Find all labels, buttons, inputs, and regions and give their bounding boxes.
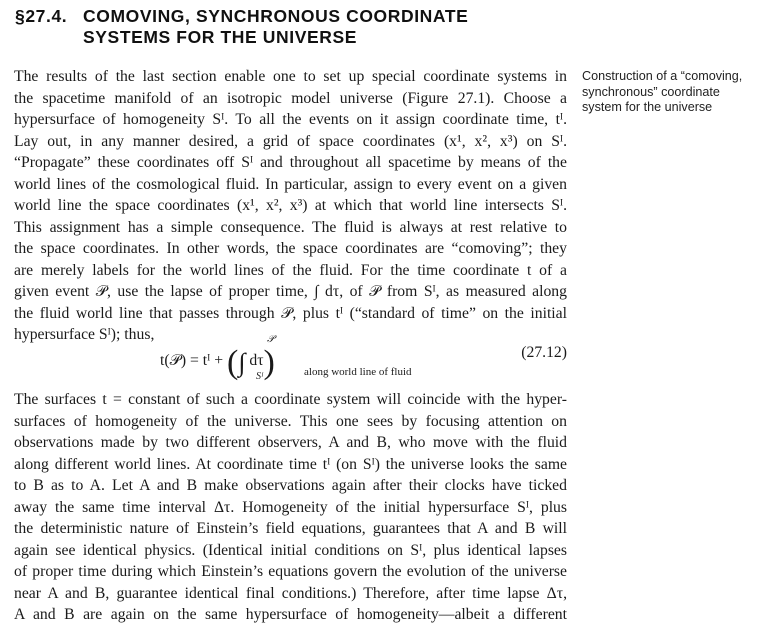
- text-line: Lay out, in any manner desired, a grid of space coordinates (x¹, x², x³) on Sᴵ.: [14, 132, 567, 150]
- text-line: The results of the last section enable one to set up special coordinate systems in: [14, 68, 567, 85]
- paragraph-2: [14, 389, 567, 626]
- text-line: away the same time interval Δτ. Homogeneity of the initial hypersurface Sᴵ, plus: [14, 498, 567, 516]
- text-line: given event 𝒫, use the lapse of proper time, ∫ dτ, of 𝒫 from Sᴵ, as measured along: [14, 283, 567, 300]
- text-line: again see identical physics. (Identical initial conditions on Sᴵ, plus identical lapses: [14, 541, 567, 559]
- text-line: the deterministic nature of Einstein’s field equations, guarantees that A and B will: [14, 520, 567, 537]
- text-line: to B as to A. Let A and B make observations again after their clocks have ticked: [14, 477, 567, 494]
- text-line: the space coordinates. In other words, the space coordinates are “comoving”; they: [14, 240, 567, 257]
- margin-note-line-1: Construction of a “comoving,: [582, 69, 743, 83]
- text-line: are merely labels for the world lines of the fluid. For the time coordinate t of a: [14, 261, 567, 279]
- text-line: the spacetime manifold of an isotropic model universe (Figure 27.1). Choose a: [14, 89, 567, 107]
- text-line: hypersurface of homogeneity Sᴵ. To all the events on it assign coordinate time, tᴵ.: [14, 111, 567, 128]
- text-line: along different world lines. At coordinate time tᴵ (on Sᴵ) the universe looks the same: [14, 455, 567, 473]
- section-number: §27.4.: [15, 6, 68, 26]
- text-line: the fluid world line that passes through 𝒫, plus tᴵ (“standard of time” on the initial: [14, 304, 567, 322]
- text-line: surfaces of homogeneity of the universe. This one sees by focusing attention on: [14, 412, 567, 430]
- text-line: world line the space coordinates (x¹, x², x³) at which that world line intersects Sᴵ.: [14, 197, 567, 214]
- text-line: world lines of the cosmological fluid. In particular, assign to every event on a given: [14, 175, 567, 193]
- equation-integrand: dτ: [249, 352, 264, 369]
- section-heading: [15, 6, 468, 48]
- paragraph-1: [14, 66, 567, 346]
- integral-sign: ∫: [238, 348, 246, 377]
- margin-note-line-2: synchronous” coordinate: [582, 84, 720, 99]
- equation-subscript: along world line of fluid: [304, 366, 412, 378]
- text-line: near A and B, guarantee identical final conditions.) Therefore, after time lapse Δτ,: [14, 584, 567, 602]
- section-heading-line-1: [15, 6, 468, 27]
- text-line: hypersurface Sᴵ); thus,: [14, 326, 155, 343]
- integral-lower-limit: Sᴵ: [256, 371, 264, 382]
- open-paren: (: [227, 344, 239, 381]
- section-title-line-1: COMOVING, SYNCHRONOUS COORDINATE: [83, 6, 469, 26]
- equation-27-12: [14, 334, 567, 382]
- text-line: observations made by two different observers, A and B, who move with the fluid: [14, 434, 567, 451]
- text-line: “Propagate” these coordinates off Sᴵ and throughout all spacetime by means of the: [14, 154, 567, 171]
- text-line: The surfaces t = constant of such a coordinate system will coincide with the hyper-: [14, 391, 567, 408]
- text-line: of proper time during which Einstein’s equations govern the evolution of the universe: [14, 563, 567, 580]
- text-line: This assignment has a simple consequence. The fluid is always at rest relative to: [14, 218, 567, 236]
- integral-upper-limit: 𝒫: [267, 334, 275, 345]
- close-paren: ): [263, 344, 275, 381]
- equation-lhs: t(𝒫) = tᴵ +: [160, 352, 227, 369]
- text-line: A and B are again on the same hypersurface of homogeneity—albeit a different: [14, 606, 567, 623]
- margin-note: [582, 69, 772, 116]
- equation-number: (27.12): [521, 344, 567, 361]
- margin-note-line-3: system for the universe: [582, 100, 713, 114]
- section-title-line-2: SYSTEMS FOR THE UNIVERSE: [83, 27, 358, 47]
